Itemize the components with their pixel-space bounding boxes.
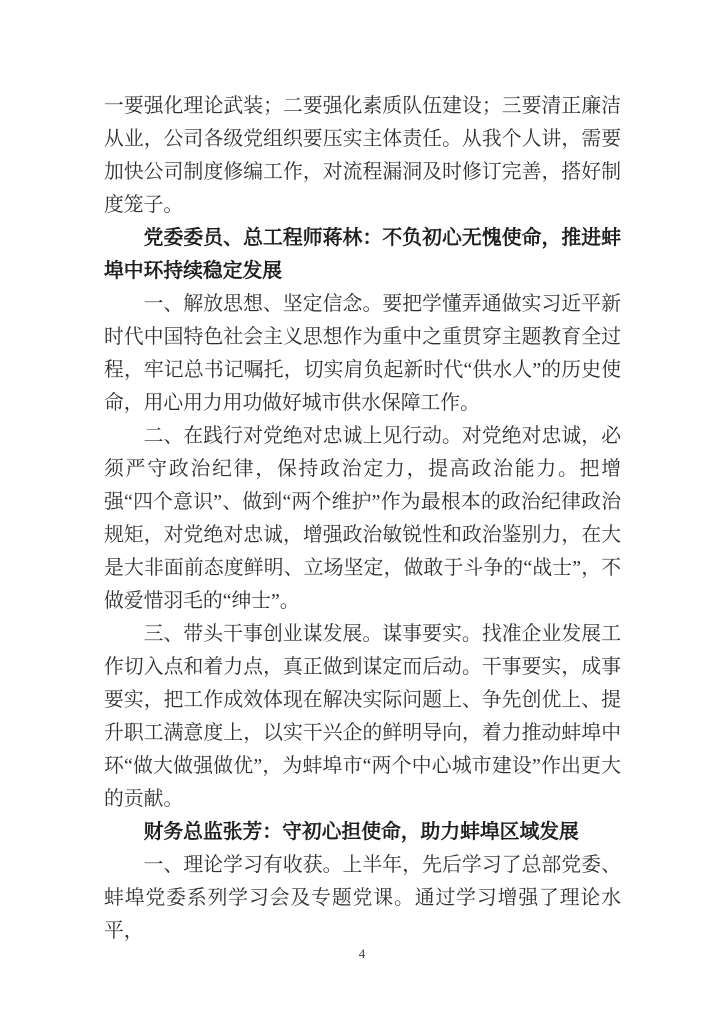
body-paragraph: 三、带头干事创业谋发展。谋事要实。找准企业发展工作切入点和着力点，真正做到谋定而后动。干事要实，成事要实，把工作成效体现在解决实际问题上、争先创优上、提升职工满意度上，以实干兴企的鲜明导向，着力推动蚌埠中环“做大做强做优”，为蚌埠市“两个中心城市建设”作出更大的贡献。 [104, 623, 621, 810]
body-paragraph: 一、解放思想、坚定信念。要把学懂弄通做实习近平新时代中国特色社会主义思想作为重中之重贯穿主题教育全过程，牢记总书记嘱托，切实肩负起新时代“供水人”的历史使命，用心用力用功做好城市供水保障工作。 [104, 293, 621, 414]
section-heading: 财务总监张芳：守初心担使命，助力蚌埠区域发展 [143, 821, 579, 843]
page-number: 4 [358, 946, 366, 961]
body-paragraph: 二、在践行对党绝对忠诚上见行动。对党绝对忠诚，必须严守政治纪律，保持政治定力，提高政治能力。把增强“四个意识”、做到“两个维护”作为最根本的政治纪律政治规矩，对党绝对忠诚，增强政治敏锐性和政治鉴别力，在大是大非面前态度鲜明、立场坚定，做敢于斗争的“战士”，不做爱惜羽毛的“绅士”。 [104, 425, 621, 612]
body-paragraph: 一要强化理论武装；二要强化素质队伍建设；三要清正廉洁从业，公司各级党组织要压实主体责任。从我个人讲，需要加快公司制度修编工作，对流程漏洞及时修订完善，搭好制度笼子。 [104, 95, 621, 216]
body-paragraph: 一、理论学习有收获。上半年，先后学习了总部党委、蚌埠党委系列学习会及专题党课。通过学习增强了理论水平， [104, 854, 621, 942]
document-body [104, 90, 621, 948]
section-heading: 党委委员、总工程师蒋林：不负初心无愧使命，推进蚌埠中环持续稳定发展 [104, 227, 621, 282]
